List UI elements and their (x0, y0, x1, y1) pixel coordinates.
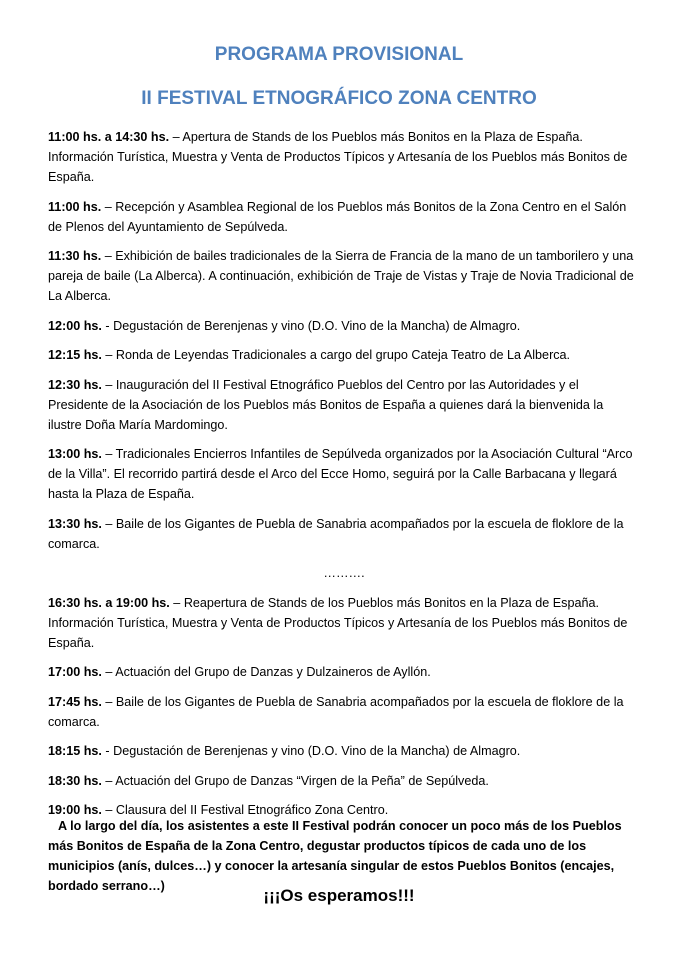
schedule-list (48, 127, 640, 830)
schedule-item: 12:30 hs. – Inauguración del II Festival Etnográfico Pueblos del Centro por las Autoridades y el Presidente de la Asociación de los Pueblos más Bonitos de España a quienes dará la bienvenida la ilustre Doña María Mardomingo. (48, 377, 604, 432)
schedule-item: 17:00 hs. – Actuación del Grupo de Danzas y Dulzaineros de Ayllón. (48, 665, 431, 679)
schedule-item: 13:30 hs. – Baile de los Gigantes de Puebla de Sanabria acompañados por la escuela de floklore de la comarca. (48, 516, 624, 551)
schedule-item: 18:30 hs. – Actuación del Grupo de Danzas “Virgen de la Peña” de Sepúlveda. (48, 773, 489, 788)
document-subtitle: II FESTIVAL ETNOGRÁFICO ZONA CENTRO (141, 88, 537, 109)
document-title: PROGRAMA PROVISIONAL (214, 44, 464, 65)
schedule-item: 13:00 hs. – Tradicionales Encierros Infantiles de Sepúlveda organizados por la Asociación Cultural “Arco de la Villa”. El recorrido partirá desde el Arco del Ecce Homo, seguirá por la Calle Barbacana y llegará hasta la Plaza de España. (48, 447, 633, 501)
closing-slogan: ¡¡¡Os esperamos!!! (263, 886, 415, 905)
schedule-item: 11:00 hs. a 14:30 hs. – Apertura de Stands de los Pueblos más Bonitos en la Plaza de España. Información Turística, Muestra y Venta de Productos Típicos y Artesanía de los Pueblos más Bonitos de España. (48, 130, 628, 184)
schedule-item: 17:45 hs. – Baile de los Gigantes de Puebla de Sanabria acompañados por la escuela de floklore de la comarca. (48, 694, 624, 729)
schedule-item: 16:30 hs. a 19:00 hs. – Reapertura de Stands de los Pueblos más Bonitos en la Plaza de España. Información Turística, Muestra y Venta de Productos Típicos y Artesanía de los Pueblos más Bonitos de España. (48, 595, 628, 650)
section-separator: ………. (323, 566, 365, 580)
schedule-item: 12:15 hs. – Ronda de Leyendas Tradicionales a cargo del grupo Cateja Teatro de La Alberca. (48, 348, 571, 362)
schedule-item: 11:00 hs. – Recepción y Asamblea Regional de los Pueblos más Bonitos de la Zona Centro en el Salón de Plenos del Ayuntamiento de Sepúlveda. (48, 199, 627, 234)
closing-paragraph: A lo largo del día, los asistentes a este II Festival podrán conocer un poco más de los Pueblos más Bonitos de España de la Zona Centro, degustar productos típicos de cada uno de los municipios (anís, dulces…) y conocer la artesanía singular de estos Pueblos Bonitos (encajes, bordado serrano…) (48, 819, 622, 893)
schedule-item: 12:00 hs. - Degustación de Berenjenas y vino (D.O. Vino de la Mancha) de Almagro. (48, 318, 521, 333)
schedule-item: 19:00 hs. – Clausura del II Festival Etnográfico Zona Centro. (48, 803, 389, 817)
schedule-item: 18:15 hs. - Degustación de Berenjenas y vino (D.O. Vino de la Mancha) de Almagro. (48, 744, 521, 758)
schedule-item: 11:30 hs. – Exhibición de bailes tradicionales de la Sierra de Francia de la mano de un tamborilero y una pareja de baile (La Alberca). A continuación, exhibición de Traje de Vistas y Traje de Novia Tradicional de La Alberca. (48, 249, 634, 303)
